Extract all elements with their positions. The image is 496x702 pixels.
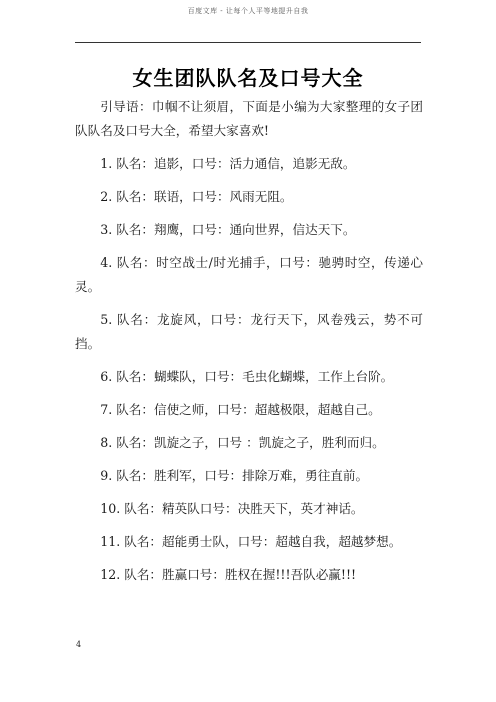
list-item: 11. 队名：超能勇士队，口号：超越自我，超越梦想。 (100, 534, 402, 549)
list-item: 7. 队名：信使之师，口号：超越极限，超越自己。 (100, 402, 381, 417)
list-item: 2. 队名：联语，口号：风雨无阻。 (100, 189, 293, 204)
document-body (75, 95, 423, 587)
list-item: 5. 队名：龙旋风，口号：龙行天下，风卷残云，势不可挡。 (75, 312, 423, 351)
intro-paragraph: 引导语：巾帼不让须眉，下面是小编为大家整理的女子团队队名及口号大全，希望大家喜欢! (75, 99, 423, 138)
list-item: 4. 队名：时空战士/时光捕手，口号：驰骋时空，传递心灵。 (75, 255, 423, 294)
list-item: 12. 队名：胜赢口号：胜权在握!!!吾队必赢!!! (100, 567, 357, 582)
document-title: 女生团队队名及口号大全 (132, 66, 364, 90)
list-item: 10. 队名：精英队口号：决胜天下，英才神话。 (100, 501, 364, 516)
list-item: 1. 队名：追影，口号：活力通信，追影无敌。 (100, 156, 356, 171)
page-number: 4 (76, 640, 82, 649)
list-item: 8. 队名：凯旋之子，口号 ：凯旋之子，胜利而归。 (100, 435, 385, 450)
list-item: 9. 队名：胜利军，口号：排除万难，勇往直前。 (100, 468, 369, 483)
page-header: 百度文库 - 让每个人平等地提升自我 (187, 7, 309, 15)
header-divider (75, 42, 421, 43)
list-item: 6. 队名：蝴蝶队，口号：毛虫化蝴蝶，工作上台阶。 (100, 369, 394, 384)
list-item: 3. 队名：翔鹰，口号：通向世界，信达天下。 (100, 222, 356, 237)
